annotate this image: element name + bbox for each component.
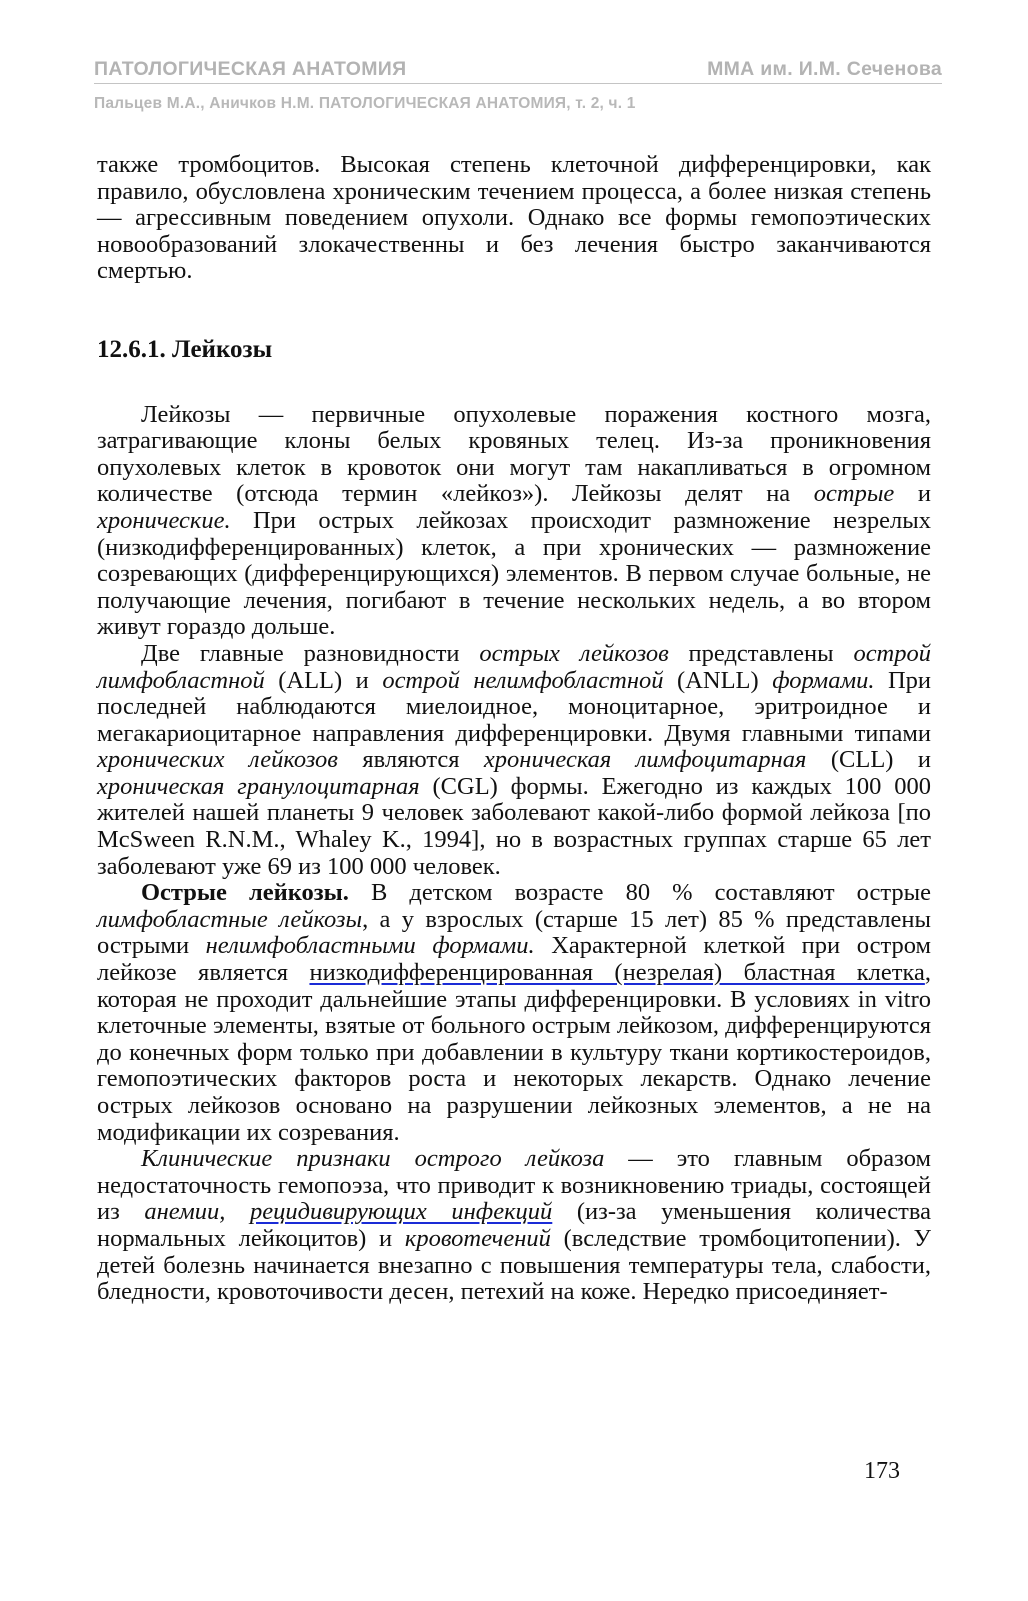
paragraph-continuation: также тромбоцитов. Высокая степень клеточной дифференцировки, как правило, обусловлена хроническим течением процесса, а более низкая степень — агрессивным поведением опухоли. Однако все формы гемопоэтических новообразований злокачественны и без лечения быстро заканчиваются смертью. bbox=[97, 151, 931, 285]
paragraph-clinical-signs: Клинические признаки острого лейкоза — это главным образом недостаточность гемопоэза, что приводит к возникновению триады, состоящей из анемии, рецидивирующих инфекций (из-за уменьшения количества нормальных лейкоцитов) и кровотечений (вследствие тромбоцитопении). У детей болезнь начинается внезапно с повышения температуры тела, слабости, бледности, кровоточивости десен, петехий на коже. Нередко присоединяет- bbox=[97, 1145, 932, 1306]
paragraph-acute-leukoses: Острые лейкозы. В детском возрасте 80 % составляют острые лимфобластные лейкозы, а у взрослых (старше 15 лет) 85 % представлены острыми нелимфобластными формами. Характерной клеткой при остром лейкозе является низкодифференцированная (незрелая) бластная клетка, которая не проходит дальнейшие этапы дифференцировки. В условиях in vitro клеточные элементы, взятые от больного острым лейкозом, дифференцируются до конечных форм только при добавлении в культуру ткани кортикостероидов, гемопоэтических факторов роста и некоторых лекарств. Однако лечение острых лейкозов основано на разрушении лейкозных элементов, а не на модификации их созревания. bbox=[97, 879, 932, 1146]
running-header bbox=[94, 58, 942, 84]
section-heading: 12.6.1. Лейкозы bbox=[97, 335, 273, 363]
header-institution: ММА им. И.М. Сеченова bbox=[707, 58, 942, 80]
page-number: 173 bbox=[864, 1458, 900, 1484]
paragraph-leukoses-types: Две главные разновидности острых лейкозов представлены острой лимфобластной (ALL) и острой нелимфобластной (ANLL) формами. При последней наблюдаются миелоидное, моноцитарное, эритроидное и мегакариоцитарное направления дифференцировки. Двумя главными типами хронических лейкозов являются хроническая лимфоцитарная (CLL) и хроническая гранулоцитарная (CGL) формы. Ежегодно из каждых 100 000 жителей нашей планеты 9 человек заболевают какой-либо формой лейкоза [по McSween R.N.M., Whaley K., 1994], но в возрастных группах старше 65 лет заболевают уже 69 из 100 000 человек. bbox=[97, 639, 932, 880]
page-body bbox=[97, 152, 931, 1306]
underlined-phrase-infections: рецидивирующих инфекций bbox=[249, 1198, 553, 1226]
run-in-heading: Острые лейкозы. bbox=[141, 879, 349, 907]
underlined-phrase-blast-cell: низкодифференцированная (незрелая) бластная клетка bbox=[309, 959, 925, 987]
header-divider bbox=[94, 83, 942, 84]
paragraph-leukoses-definition: Лейкозы — первичные опухолевые поражения костного мозга, затрагивающие клоны белых кровяных телец. Из-за проникновения опухолевых клеток в кровоток они могут там накапливаться в огромном количестве (отсюда термин «лейкоз»). Лейкозы делят на острые и хронические. При острых лейкозах происходит размножение незрелых (низкодифференцированных) клеток, а при хронических — размножение созревающих (дифференцирующихся) элементов. В первом случае больные, не получающие лечения, погибают в течение нескольких недель, а во втором живут гораздо дольше. bbox=[97, 400, 931, 641]
header-book-title: ПАТОЛОГИЧЕСКАЯ АНАТОМИЯ bbox=[94, 58, 407, 80]
header-citation: Пальцев М.А., Аничков Н.М. ПАТОЛОГИЧЕСКАЯ АНАТОМИЯ, т. 2, ч. 1 bbox=[94, 95, 636, 112]
